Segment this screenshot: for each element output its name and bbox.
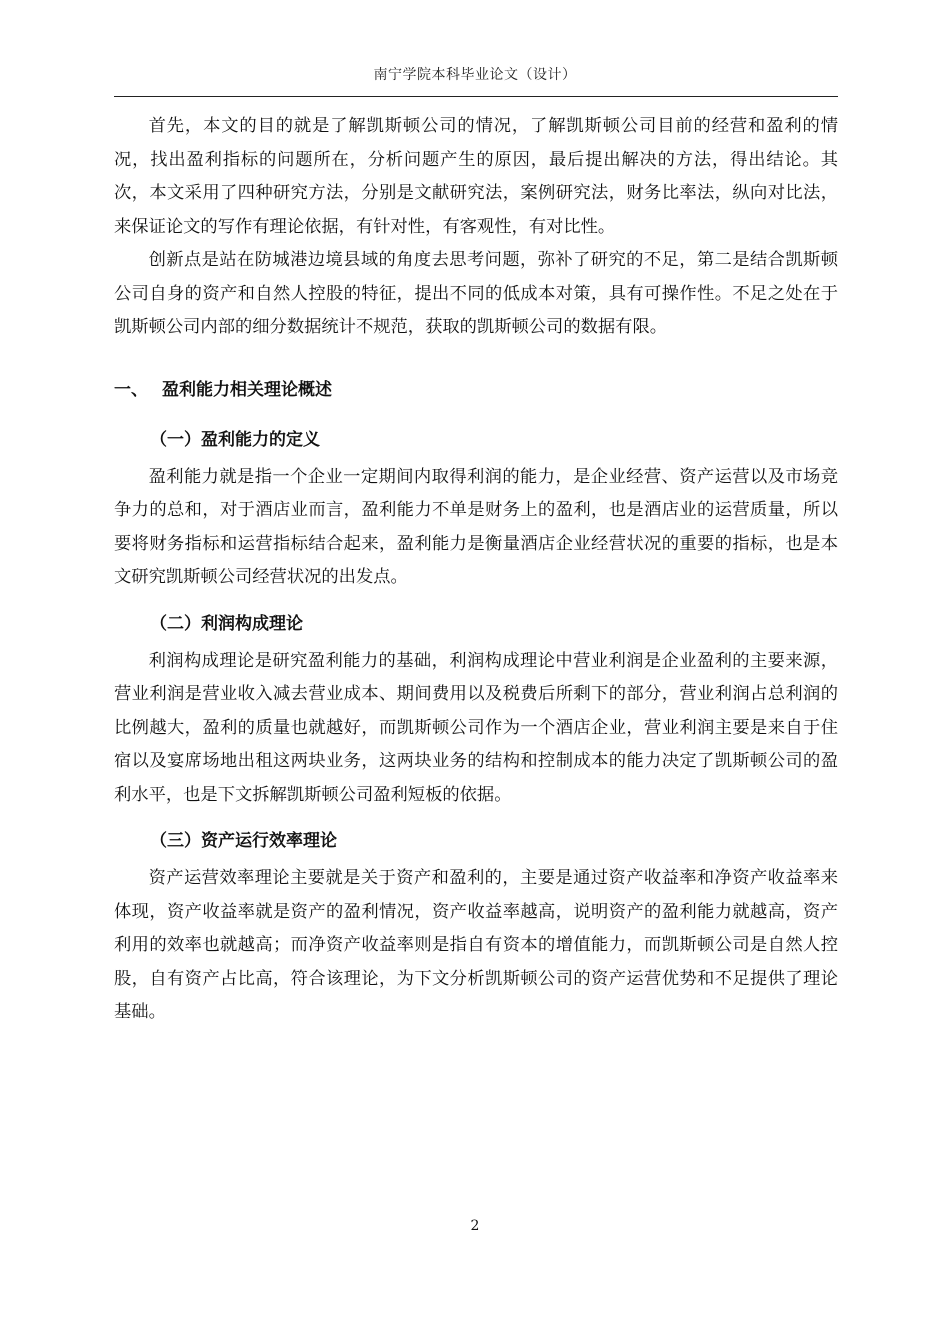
section-title: 盈利能力相关理论概述 <box>162 379 332 400</box>
subsection-heading-asset-efficiency: （三）资产运行效率理论 <box>150 831 337 851</box>
section-number: 一、 <box>114 379 148 400</box>
paragraph-asset-efficiency: 资产运营效率理论主要就是关于资产和盈利的，主要是通过资产收益率和净资产收益率来体现，资产收益率就是资产的盈利情况，资产收益率越高，说明资产的盈利能力就越高，资产利用的效率也就越高；而净资产收益率则是指自有资本的增值能力，而凯斯顿公司是自然人控股，自有资产占比高，符合该理论，为下文分析凯斯顿公司的资产运营优势和不足提供了理论基础。 <box>114 868 838 1022</box>
spacer <box>114 595 838 607</box>
section-heading <box>114 373 838 407</box>
spacer <box>114 812 838 824</box>
paragraph-purpose: 首先，本文的目的就是了解凯斯顿公司的情况，了解凯斯顿公司目前的经营和盈利的情况，找出盈利指标的问题所在，分析问题产生的原因，最后提出解决的方法，得出结论。其次，本文采用了四种研究方法，分别是文献研究法，案例研究法，财务比率法，纵向对比法，来保证论文的写作有理论依据，有针对性，有客观性，有对比性。 <box>114 116 838 237</box>
section-spacer <box>114 407 838 423</box>
paragraph-profit-structure: 利润构成理论是研究盈利能力的基础，利润构成理论中营业利润是企业盈利的主要来源，营业利润是营业收入减去营业成本、期间费用以及税费后所剩下的部分，营业利润占总利润的比例越大，盈利的质量也就越好，而凯斯顿公司作为一个酒店企业，营业利润主要是来自于住宿以及宴席场地出租这两块业务，这两块业务的结构和控制成本的能力决定了凯斯顿公司的盈利水平，也是下文拆解凯斯顿公司盈利短板的依据。 <box>114 650 838 805</box>
subsection-heading-profit-structure: （二）利润构成理论 <box>150 613 303 634</box>
running-header: 南宁学院本科毕业论文（设计） <box>373 67 577 83</box>
paragraph-innovation: 创新点是站在防城港边境县域的角度去思考问题，弥补了研究的不足，第二是结合凯斯顿公司自身的资产和自然人控股的特征，提出不同的低成本对策，具有可操作性。不足之处在于凯斯顿公司内部的细分数据统计不规范，获取的凯斯顿公司的数据有限。 <box>114 250 838 337</box>
page-number: 2 <box>470 1218 480 1234</box>
paragraph-definition: 盈利能力就是指一个企业一定期间内取得利润的能力，是企业经营、资产运营以及市场竞争力的总和，对于酒店业而言，盈利能力不单是财务上的盈利，也是酒店业的运营质量，所以要将财务指标和运营指标结合起来，盈利能力是衡量酒店企业经营状况的重要的指标，也是本文研究凯斯顿公司经营状况的出发点。 <box>114 466 838 587</box>
subsection-heading-definition: （一）盈利能力的定义 <box>150 429 320 450</box>
header-rule <box>114 96 838 97</box>
section-spacer <box>114 345 838 373</box>
document-body <box>114 110 838 1030</box>
